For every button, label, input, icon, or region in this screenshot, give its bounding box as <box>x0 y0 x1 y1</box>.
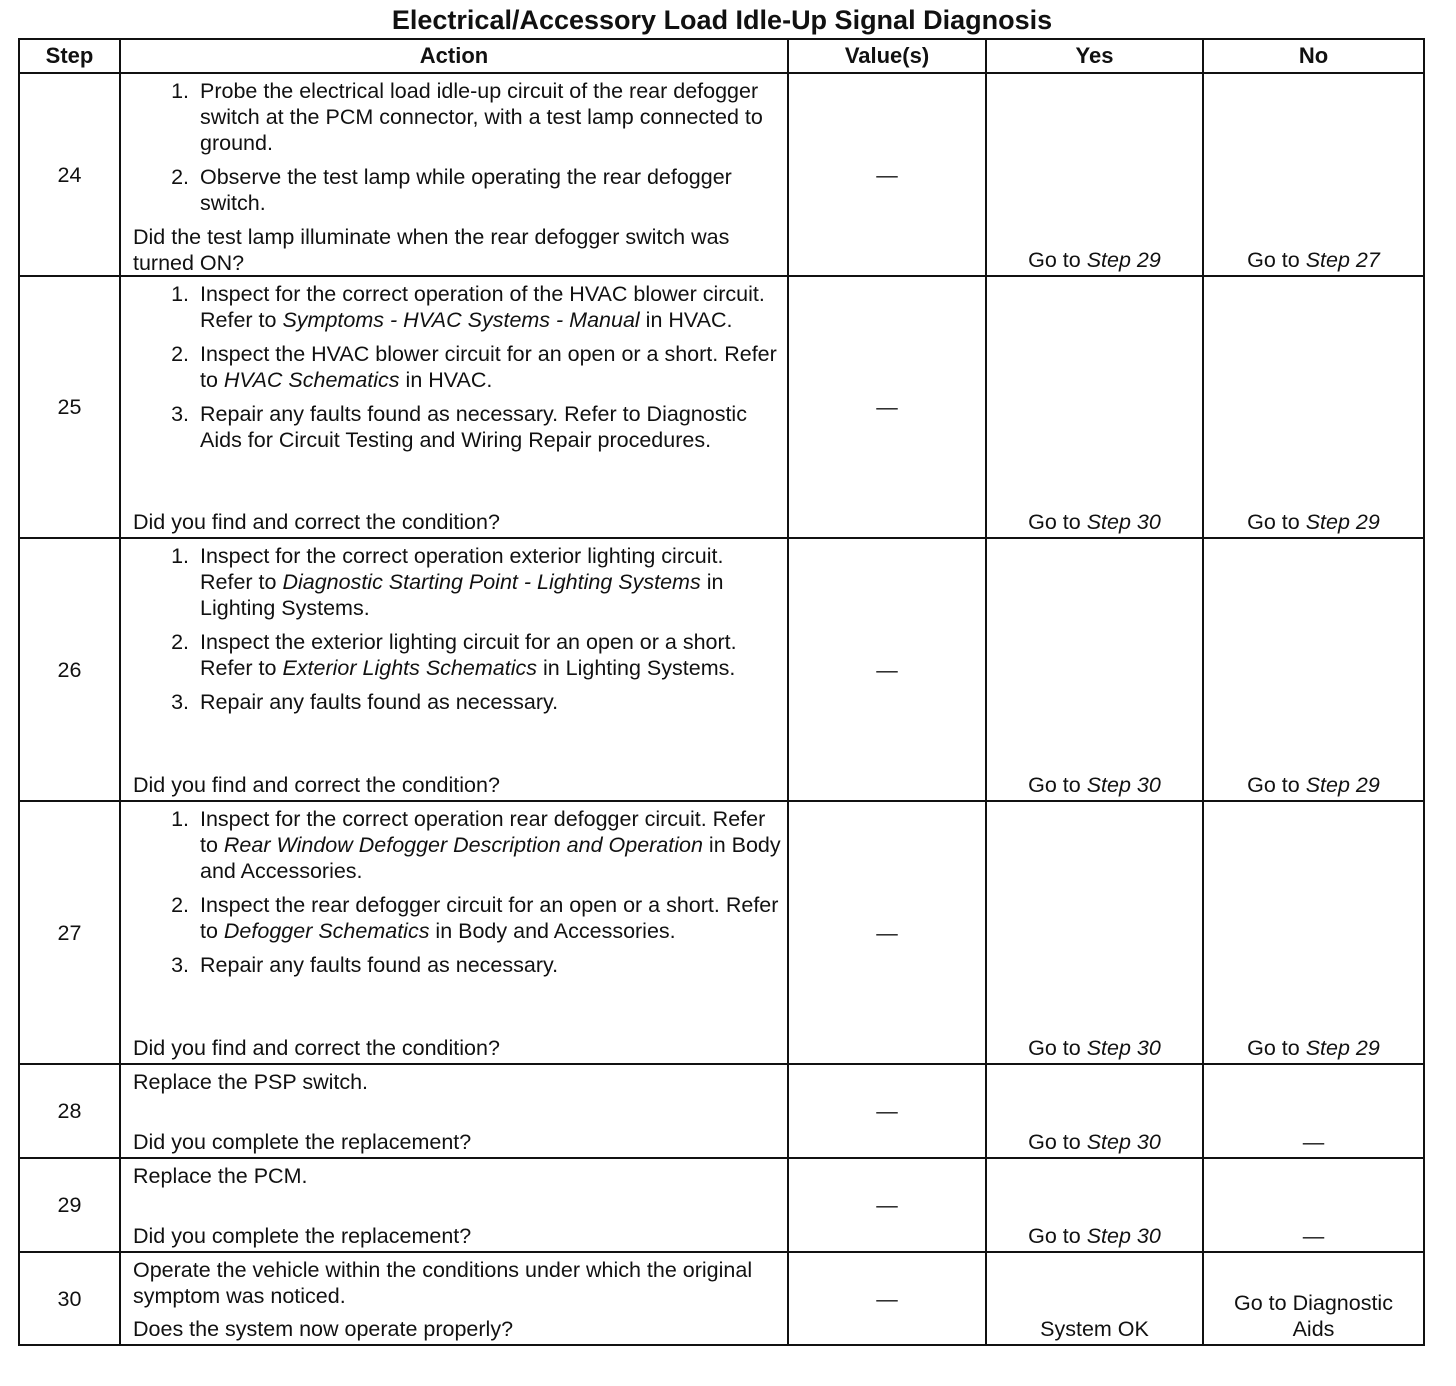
action-text: Probe the electrical load idle-up circuit of the rear defogger switch at the PCM connector, with a test lamp connected to ground. <box>200 79 763 155</box>
no-goto-prefix: Go to <box>1247 510 1306 534</box>
action-text: in HVAC. <box>639 308 733 332</box>
no-cell: — <box>1203 1158 1424 1252</box>
action-cell <box>120 1064 788 1158</box>
action-step-text <box>200 341 781 393</box>
action-cell <box>120 1158 788 1252</box>
action-step-text <box>200 689 781 715</box>
header-action: Action <box>120 39 788 73</box>
reference-link-text: Rear Window Defogger Description and Operation <box>223 833 703 857</box>
no-cell: — <box>1203 1064 1424 1158</box>
header-values: Value(s) <box>788 39 986 73</box>
action-step-text <box>200 892 781 944</box>
action-content <box>133 543 781 798</box>
yes-step-link[interactable]: Step 30 <box>1086 1130 1161 1154</box>
value-cell: — <box>788 1252 986 1345</box>
table-row <box>19 538 1424 801</box>
action-step-text <box>200 281 781 333</box>
action-question: Did you find and correct the condition? <box>133 1036 500 1060</box>
header-yes: Yes <box>986 39 1203 73</box>
no-cell <box>1203 538 1424 801</box>
action-question: Did the test lamp illuminate when the rear defogger switch was turned ON? <box>133 225 730 275</box>
action-cell <box>120 538 788 801</box>
action-text: in Body and Accessories. <box>200 833 781 883</box>
yes-goto-prefix: Go to <box>1028 1224 1087 1248</box>
action-text: Repair any faults found as necessary. Refer to Diagnostic Aids for Circuit Testing and Wiring Repair procedures. <box>200 402 747 452</box>
table-row <box>19 1252 1424 1345</box>
action-step-number: 3. <box>171 402 189 426</box>
action-step-number: 2. <box>171 342 189 366</box>
action-text: in Lighting Systems. <box>536 656 736 680</box>
action-text: in HVAC. <box>399 368 493 392</box>
action-steps <box>133 78 781 224</box>
no-step-link[interactable]: Step 29 <box>1305 773 1380 797</box>
action-step-number: 1. <box>171 807 189 831</box>
action-content <box>133 1257 781 1342</box>
header-step: Step <box>19 39 120 73</box>
action-step-text <box>200 401 781 453</box>
action-steps <box>133 806 781 986</box>
no-cell <box>1203 1252 1424 1345</box>
yes-cell <box>986 538 1203 801</box>
yes-step-link[interactable]: Step 30 <box>1086 510 1161 534</box>
yes-step-link[interactable]: Step 30 <box>1086 773 1161 797</box>
action-step-number: 1. <box>171 544 189 568</box>
action-question: Did you complete the replacement? <box>133 1130 472 1154</box>
step-number: 24 <box>19 73 120 276</box>
action-step <box>133 689 781 715</box>
action-question: Did you complete the replacement? <box>133 1224 472 1248</box>
value-cell: — <box>788 73 986 276</box>
yes-cell <box>986 1158 1203 1252</box>
action-text: Observe the test lamp while operating the rear defogger switch. <box>200 165 732 215</box>
action-text: Inspect for the correct operation rear defogger circuit. Refer to <box>200 807 766 857</box>
value-cell: — <box>788 538 986 801</box>
table-row <box>19 801 1424 1064</box>
yes-goto-prefix: Go to <box>1028 773 1087 797</box>
reference-link-text: Symptoms - HVAC Systems - Manual <box>282 308 640 332</box>
yes-cell <box>986 1252 1203 1345</box>
no-goto-prefix: Go to <box>1247 773 1306 797</box>
action-text: in Lighting Systems. <box>200 570 724 620</box>
action-step-text <box>200 78 781 156</box>
yes-result-text: System OK <box>1040 1317 1149 1341</box>
table-row <box>19 73 1424 276</box>
no-step-link[interactable]: Step 29 <box>1305 510 1380 534</box>
action-step-number: 2. <box>171 630 189 654</box>
action-question: Did you find and correct the condition? <box>133 510 500 534</box>
no-cell <box>1203 73 1424 276</box>
header-no: No <box>1203 39 1424 73</box>
no-step-link[interactable]: Step 29 <box>1305 1036 1380 1060</box>
value-cell: — <box>788 801 986 1064</box>
action-content <box>133 1163 781 1249</box>
action-cell <box>120 73 788 276</box>
action-step <box>133 629 781 681</box>
action-step <box>133 806 781 884</box>
action-step <box>133 543 781 621</box>
action-step-number: 3. <box>171 953 189 977</box>
action-text: Inspect the exterior lighting circuit for an open or a short. Refer to <box>200 630 737 680</box>
yes-goto-prefix: Go to <box>1028 1130 1087 1154</box>
action-step-number: 2. <box>171 165 189 189</box>
action-step-text <box>200 164 781 216</box>
table-row <box>19 1064 1424 1158</box>
step-number: 27 <box>19 801 120 1064</box>
page-title: Electrical/Accessory Load Idle-Up Signal Diagnosis <box>391 5 1053 35</box>
action-text: Inspect for the correct operation exterior lighting circuit. Refer to <box>200 544 724 594</box>
action-step-number: 1. <box>171 282 189 306</box>
action-text: Inspect for the correct operation of the HVAC blower circuit. Refer to <box>200 282 765 332</box>
action-step-text <box>200 806 781 884</box>
value-cell: — <box>788 1158 986 1252</box>
no-result-text: Go to Diagnostic Aids <box>1234 1291 1393 1341</box>
action-step-text <box>200 629 781 681</box>
action-text: Inspect the rear defogger circuit for an open or a short. Refer to <box>200 893 779 943</box>
reference-link-text: Defogger Schematics <box>223 919 430 943</box>
step-number: 26 <box>19 538 120 801</box>
action-step <box>133 341 781 393</box>
step-number: 28 <box>19 1064 120 1158</box>
action-step <box>133 281 781 333</box>
diagnosis-table <box>18 38 1425 1346</box>
no-goto-prefix: Go to <box>1247 1036 1306 1060</box>
action-text: Inspect the HVAC blower circuit for an open or a short. Refer to <box>200 342 777 392</box>
action-step-number: 3. <box>171 690 189 714</box>
action-question: Did you find and correct the condition? <box>133 773 500 797</box>
action-step-number: 2. <box>171 893 189 917</box>
action-cell <box>120 276 788 538</box>
yes-step-link[interactable]: Step 29 <box>1086 248 1161 272</box>
step-number: 29 <box>19 1158 120 1252</box>
no-cell <box>1203 801 1424 1064</box>
yes-cell <box>986 276 1203 538</box>
table-row <box>19 276 1424 538</box>
action-text: Replace the PCM. <box>133 1164 308 1188</box>
action-step <box>133 164 781 216</box>
table-header-row <box>19 39 1424 73</box>
action-text: Repair any faults found as necessary. <box>200 953 559 977</box>
yes-cell <box>986 73 1203 276</box>
yes-cell <box>986 801 1203 1064</box>
yes-step-link[interactable]: Step 30 <box>1086 1036 1161 1060</box>
action-content <box>133 281 781 535</box>
action-content <box>133 1069 781 1155</box>
value-cell: — <box>788 1064 986 1158</box>
action-content <box>133 78 781 273</box>
step-number: 25 <box>19 276 120 538</box>
action-step-number: 1. <box>171 79 189 103</box>
no-goto-prefix: Go to <box>1247 248 1306 272</box>
value-cell: — <box>788 276 986 538</box>
reference-link-text: Diagnostic Starting Point - Lighting Systems <box>282 570 701 594</box>
action-text: Repair any faults found as necessary. <box>200 690 559 714</box>
yes-cell <box>986 1064 1203 1158</box>
action-step <box>133 401 781 453</box>
action-steps <box>133 543 781 723</box>
action-text: Operate the vehicle within the conditions under which the original symptom was noticed. <box>133 1258 753 1308</box>
reference-link-text: HVAC Schematics <box>223 368 400 392</box>
action-step <box>133 78 781 156</box>
no-step-link[interactable]: Step 27 <box>1305 248 1380 272</box>
action-step-text <box>200 952 781 978</box>
yes-step-link[interactable]: Step 30 <box>1086 1224 1161 1248</box>
action-text: in Body and Accessories. <box>429 919 676 943</box>
yes-goto-prefix: Go to <box>1028 248 1087 272</box>
yes-goto-prefix: Go to <box>1028 1036 1087 1060</box>
action-step <box>133 952 781 978</box>
yes-goto-prefix: Go to <box>1028 510 1087 534</box>
action-step-text <box>200 543 781 621</box>
action-steps <box>133 281 781 461</box>
action-question: Does the system now operate properly? <box>133 1317 514 1341</box>
reference-link-text: Exterior Lights Schematics <box>282 656 537 680</box>
action-cell <box>120 801 788 1064</box>
step-number: 30 <box>19 1252 120 1345</box>
action-step <box>133 892 781 944</box>
action-content <box>133 806 781 1061</box>
action-cell <box>120 1252 788 1345</box>
table-row <box>19 1158 1424 1252</box>
no-cell <box>1203 276 1424 538</box>
action-text: Replace the PSP switch. <box>133 1070 369 1094</box>
